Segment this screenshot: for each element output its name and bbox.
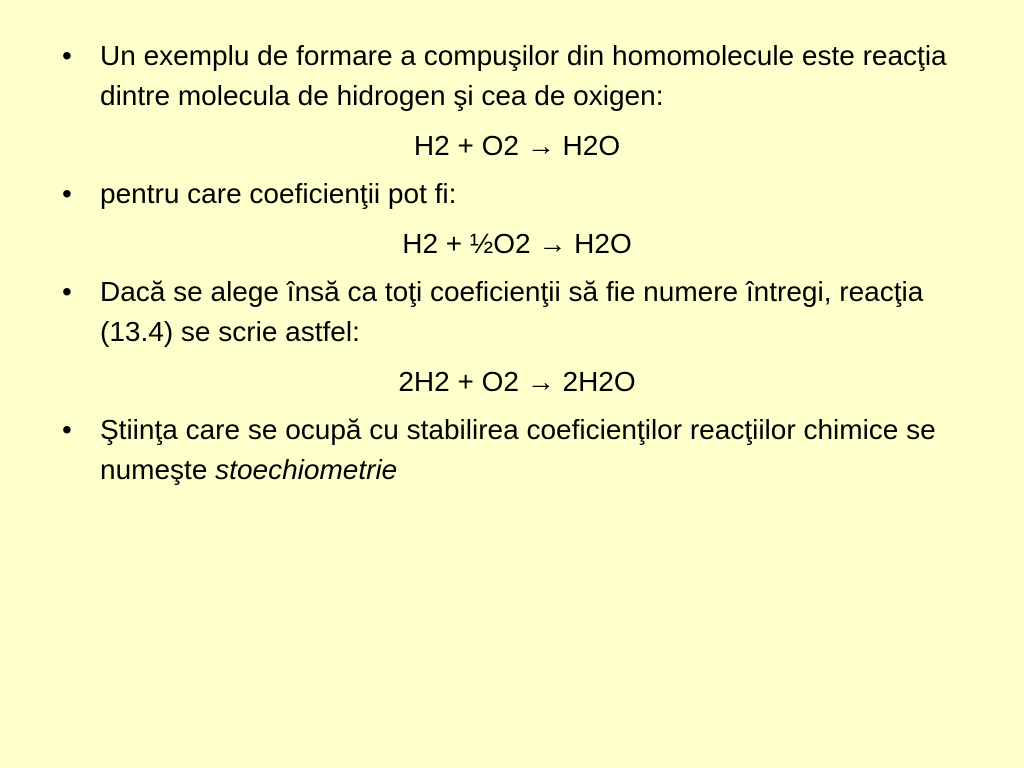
bullet-item (62, 174, 972, 214)
bullet-dot-icon: • (62, 414, 72, 445)
bullet-text: Dacă se alege însă ca toţi coeficienţii să fie numere întregi, reacţia (13.4) se scrie astfel: (100, 276, 924, 347)
emphasized-term: stoechiometrie (215, 454, 398, 485)
bullet-dot-icon: • (62, 178, 72, 209)
bullet-text: pentru care coeficienţii pot fi: (100, 178, 457, 209)
slide-content (62, 36, 972, 490)
equation: H2 + ½O2 → H2O (402, 228, 632, 259)
bullet-item (62, 272, 972, 352)
bullet-text: Ştiinţa care se ocupă cu stabilirea coeficienţilor reacţiilor chimice se numeşte (100, 414, 936, 485)
bullet-item (62, 36, 972, 116)
bullet-item (62, 410, 972, 490)
equation: H2 + O2 → H2O (413, 130, 621, 161)
bullet-text: Un exemplu de formare a compuşilor din homomolecule este reacţia dintre molecula de hidrogen şi cea de oxigen: (100, 40, 947, 111)
bullet-dot-icon: • (62, 40, 72, 71)
bullet-dot-icon: • (62, 276, 72, 307)
equation: 2H2 + O2 → 2H2O (398, 366, 636, 397)
